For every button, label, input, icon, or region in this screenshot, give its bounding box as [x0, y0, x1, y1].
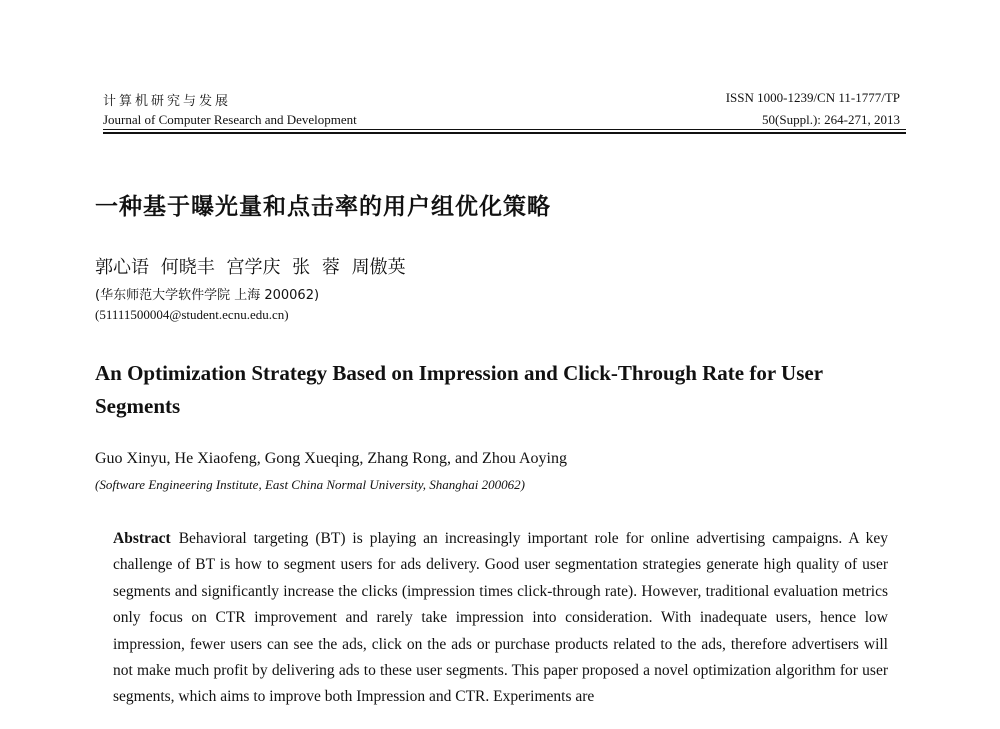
paper-title-en: An Optimization Strategy Based on Impression and Click-Through Rate for User Segments [95, 361, 823, 418]
affiliation-en: (Software Engineering Institute, East China Normal University, Shanghai 200062) [95, 477, 525, 492]
header-rule-thick [103, 132, 906, 134]
volume-info: 50(Suppl.): 264-271, 2013 [762, 112, 900, 127]
author-email: (51111500004@student.ecnu.edu.cn) [95, 307, 289, 322]
journal-name-en: Journal of Computer Research and Development [103, 112, 357, 127]
journal-name-cn: 计算机研究与发展 [103, 94, 232, 109]
paper-title-cn: 一种基于曝光量和点击率的用户组优化策略 [95, 194, 551, 220]
abstract [113, 526, 888, 711]
authors-en: Guo Xinyu, He Xiaofeng, Gong Xueqing, Zhang Rong, and Zhou Aoying [95, 450, 567, 467]
authors-cn: 郭心语 何晓丰 宫学庆 张 蓉 周傲英 [95, 257, 406, 278]
abstract-label: Abstract [113, 530, 171, 547]
abstract-text: Behavioral targeting (BT) is playing an increasingly important role for online advertising campaigns. A key challenge of BT is how to segment users for ads delivery. Good user segmentation strategies generate high quality of user segments and significantly increase the clicks (impression times click-through rate). However, traditional evaluation metrics only focus on CTR improvement and rarely take impression into consideration. With inadequate users, hence low impression, fewer users can see the ads, click on the ads or purchase products related to the ads, therefore advertisers will not make much profit by delivering ads to these user segments. This paper proposed a novel optimization algorithm for user segments, which aims to improve both Impression and CTR. Experiments are [113, 530, 888, 706]
issn: ISSN 1000-1239/CN 11-1777/TP [725, 90, 900, 105]
header-rule-thin [103, 129, 906, 130]
affiliation-cn: (华东师范大学软件学院 上海 200062) [95, 288, 320, 303]
